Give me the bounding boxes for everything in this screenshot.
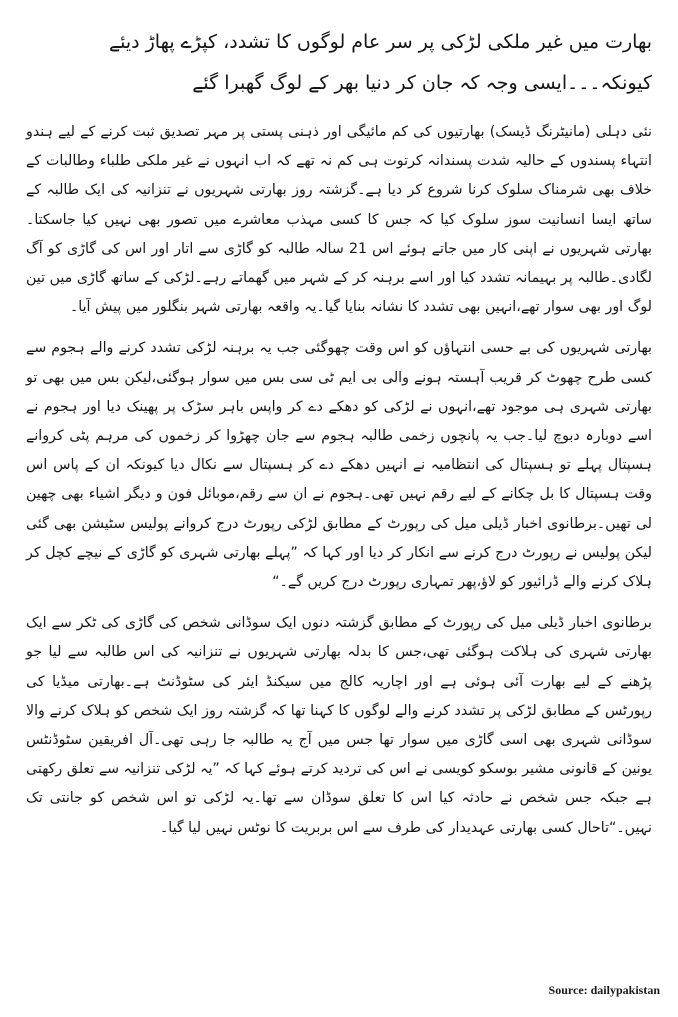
article-paragraph-1: نئی دہلی (مانیٹرنگ ڈیسک) بھارتیوں کی کم مائیگی اور ذہنی پستی پر مہر تصدیق ثبت کرنے کے لیے ہندو انتہاء پسندوں کے حالیہ شدت پسندانہ کرتوت ہی کم نہ تھے کہ اب انہوں نے غیر ملکی طلباء وطالبات کے خلاف بھی شرمناک سلوک کرنا شروع کر دیا ہے۔گزشتہ روز بھارتی شہریوں نے تنزانیہ کی ایک طالبہ کے ساتھ ایسا انسانیت سوز سلوک کیا کہ جس کا کسی مہذب معاشرے میں تصور بھی نہیں کیا جاسکتا۔بھارتی شہریوں نے اپنی کار میں جاتے ہوئے اس 21 سالہ طالبہ کو گاڑی سے اتار اور اس کی گاڑی کو آگ لگادی۔طالبہ پر بہیمانہ تشدد کیا اور اسے برہنہ کر کے شہر میں گھماتے رہے۔لڑکی کے ساتھ گاڑی میں تین لوگ اور بھی سوار تھے،انہیں بھی تشدد کا نشانہ بنایا گیا۔یہ واقعہ بھارتی شہر بنگلور میں پیش آیا۔ <box>26 124 652 316</box>
source-credit: Source: dailypakistan <box>548 983 660 997</box>
article-paragraph-3: برطانوی اخبار ڈیلی میل کی رپورٹ کے مطابق گزشتہ دنوں ایک سوڈانی شخص کی گاڑی کی ٹکر سے ایک بھارتی شہری کی ہلاکت ہوگئی تھی،جس کا بدلہ بھارتی شہریوں نے تنزانیہ کی اس طالبہ سے لیا جو پڑھنے کے لیے بھارت آئی ہوئی ہے اور اچاریہ کالج میں سیکنڈ ایئر کی سٹوڈنٹ ہے۔بھارتی میڈیا کی رپورٹس کے مطابق لڑکی پر تشدد کرنے والے لوگوں کا کہنا تھا کہ گزشتہ روز ایک شخص کو ہلاک کرنے والا سوڈانی شہری بھی اسی گاڑی میں سوار تھا جس میں آج یہ طالبہ جا رہی تھی۔آل افریقین سٹوڈنٹس یونین کے قانونی مشیر بوسکو کویسی نے اس کی تردید کرتے ہوئے کہا کہ ”یہ لڑکی تنزانیہ سے تعلق رکھتی ہے جبکہ جس شخص نے حادثہ کیا اس کا تعلق سوڈان سے تھا۔یہ لڑکی تو اس شخص کو جانتی تک نہیں۔“تاحال کسی بھارتی عہدیدار کی طرف سے اس بربریت کا نوٹس نہیں لیا گیا۔ <box>26 615 652 836</box>
article-headline: بھارت میں غیر ملکی لڑکی پر سر عام لوگوں کا تشدد، کپڑے پھاڑ دیئے کیونکہ۔۔۔ایسی وجہ کہ جان کر دنیا بھر کے لوگ گھبرا گئے <box>108 31 652 94</box>
article-paragraph-2: بھارتی شہریوں کی بے حسی انتہاؤں کو اس وقت چھوگئی جب یہ برہنہ لڑکی تشدد کرنے والے ہجوم سے کسی طرح چھوٹ کر قریب آہستہ ہونے والی بی ایم ٹی سی بس میں سوار ہوگئی،لیکن بس میں بھی تو بھارتی شہری ہی موجود تھے،انہوں نے لڑکی کو دھکے دے کر واپس باہر سڑک پر پھینک دیا اور ہجوم نے اسے دوبارہ دبوچ لیا۔جب یہ پانچوں زخمی طالبہ ہجوم سے جان چھڑوا کر زخموں کی مرہم پٹی کروانے ہسپتال پہلے تو ہسپتال کی انتظامیہ نے انہیں دھکے دے کر ہسپتال سے نکال دیا کیونکہ ان کے پاس اس وقت ہسپتال کا بل چکانے کے لیے رقم نہیں تھی۔ہجوم نے ان سے رقم،موبائل فون و دیگر اشیاء بھی چھین لی تھیں۔برطانوی اخبار ڈیلی میل کی رپورٹ کے مطابق لڑکی رپورٹ درج کروانے پولیس سٹیشن بھی گئی لیکن پولیس نے رپورٹ درج کرنے سے انکار کر دیا اور کہا کہ ”پہلے بھارتی شہری کو گاڑی کے نیچے کچل کر ہلاک کرنے والے ڈرائیور کو لاؤ،پھر تمہاری رپورٹ درج کریں گے۔“ <box>26 340 652 591</box>
